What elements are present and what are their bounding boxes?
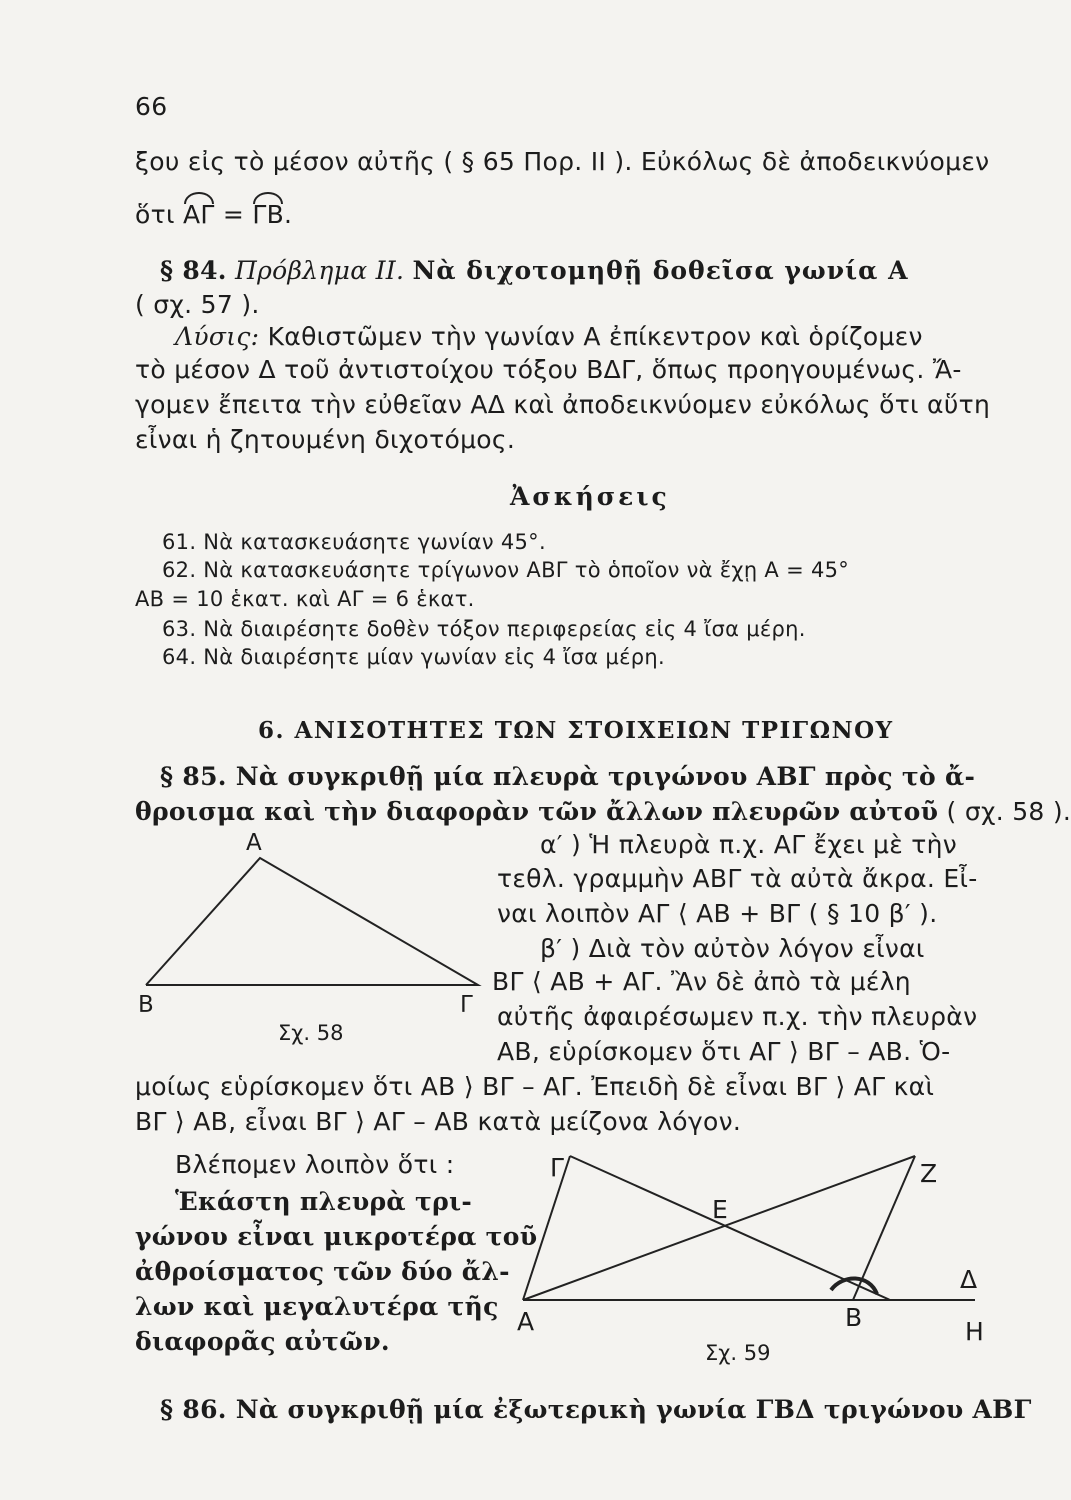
figure-59 xyxy=(505,1140,1015,1380)
exercises-heading: Ἀσκήσεις xyxy=(510,482,670,511)
s84-kind: Πρόβλημα ΙΙ. xyxy=(235,256,405,285)
s85-full-2: ΒΓ ⟩ ΑΒ, εἶναι ΒΓ ⟩ ΑΓ – ΑΒ κατὰ μείζονα λόγον. xyxy=(135,1107,742,1136)
fig58-label-b: Β xyxy=(138,992,154,1018)
intro-end: . xyxy=(284,200,293,229)
arc-ag: ΑΓ xyxy=(182,200,215,229)
rule-line-2: γώνου εἶναι μικροτέρα τοῦ xyxy=(135,1222,538,1251)
fig59-caption: Σχ. 59 xyxy=(705,1341,771,1365)
solution-label: Λύσις: xyxy=(175,322,260,351)
fig59-label-e: Ε xyxy=(712,1195,728,1224)
s85-title-1: § 85. Νὰ συγκριθῇ μία πλευρὰ τριγώνου ΑΒΓ πρὸς τὸ ἄ- xyxy=(160,762,976,791)
s84-line-2: ( σχ. 57 ). xyxy=(135,290,260,319)
segment-gd xyxy=(570,1156,890,1300)
fig59-label-z: Ζ xyxy=(920,1159,938,1188)
s85-full-1: μοίως εὑρίσκομεν ὅτι ΑΒ ⟩ ΒΓ – ΑΓ. Ἐπειδὴ δὲ εἶναι ΒΓ ⟩ ΑΓ καὶ xyxy=(135,1072,935,1101)
rule-line-4: λων καὶ μεγαλυτέρα τῆς xyxy=(135,1292,499,1321)
s85-title-bold: θροισμα καὶ τὴν διαφορὰν τῶν ἄλλων πλευρῶν αὐτοῦ xyxy=(135,797,939,826)
solution-text-1: Καθιστῶμεν τὴν γωνίαν Α ἐπίκεντρον καὶ ὁρίζομεν xyxy=(267,322,923,351)
fig58-label-c: Γ xyxy=(460,992,473,1018)
figure-58 xyxy=(130,830,500,1060)
rule-line-3: ἀθροίσματος τῶν δύο ἄλ- xyxy=(135,1257,510,1286)
s85-right-6: αὐτῆς ἀφαιρέσωμεν π.χ. τὴν πλευρὰν xyxy=(497,1002,978,1031)
s85-right-2: τεθλ. γραμμὴν ΑΒΓ τὰ αὐτὰ ἄκρα. Εἶ- xyxy=(497,864,978,893)
fig59-label-d: Δ xyxy=(960,1265,978,1294)
s84-solution-1 xyxy=(175,322,923,351)
s86-title: § 86. Νὰ συγκριθῇ μία ἐξωτερικὴ γωνία ΓΒΔ τριγώνου ΑΒΓ xyxy=(160,1395,1032,1424)
exercise-61: 61. Νὰ κατασκευάσητε γωνίαν 45°. xyxy=(162,530,546,554)
triangle-abc xyxy=(146,858,478,985)
intro-equals: = xyxy=(214,200,253,229)
fig59-label-g: Γ xyxy=(550,1153,564,1182)
arc-gb: ΓΒ xyxy=(252,200,285,229)
s85-right-3: ναι λοιπὸν ΑΓ ⟨ ΑΒ + ΒΓ ( § 10 β′ ). xyxy=(497,899,938,928)
conclusion-intro: Βλέπομεν λοιπὸν ὅτι : xyxy=(175,1150,455,1179)
intro-line-1: ξου εἰς τὸ μέσον αὐτῆς ( § 65 Πορ. ΙΙ ). Εὐκόλως δὲ ἀποδεικνύομεν xyxy=(135,147,990,176)
exercise-64: 64. Νὰ διαιρέσητε μίαν γωνίαν εἰς 4 ἴσα μέρη. xyxy=(162,645,665,669)
fig59-label-a: Α xyxy=(517,1307,535,1336)
fig59-label-b: Β xyxy=(845,1303,863,1332)
s84-title: Νὰ διχοτομηθῇ δοθεῖσα γωνία Α xyxy=(412,256,909,285)
exercise-62-cont: ΑΒ = 10 ἑκατ. καὶ ΑΓ = 6 ἑκατ. xyxy=(135,587,475,611)
fig58-label-a: Α xyxy=(246,830,262,856)
page-number: 66 xyxy=(135,92,168,121)
rule-line-1: Ἑκάστη πλευρὰ τρι- xyxy=(175,1187,473,1216)
s85-right-4: β′ ) Διὰ τὸν αὐτὸν λόγον εἶναι xyxy=(540,934,925,963)
s84-solution-3: γομεν ἔπειτα τὴν εὐθεῖαν ΑΔ καὶ ἀποδεικνύομεν εὐκόλως ὅτι αὕτη xyxy=(135,390,991,419)
s85-right-7: ΑΒ, εὑρίσκομεν ὅτι ΑΓ ⟩ ΒΓ – ΑΒ. Ὁ- xyxy=(497,1037,951,1066)
s85-title-2 xyxy=(135,797,1071,826)
s85-right-5: ΒΓ ⟨ ΑΒ + ΑΓ. Ἂν δὲ ἀπὸ τὰ μέλη xyxy=(492,967,911,996)
s85-right-1: α′ ) Ἡ πλευρὰ π.χ. ΑΓ ἔχει μὲ τὴν xyxy=(540,830,958,859)
chapter-title: 6. ΑΝΙΣΟΤΗΤΕΣ ΤΩΝ ΣΤΟΙΧΕΙΩΝ ΤΡΙΓΩΝΟΥ xyxy=(258,717,894,744)
s84-heading xyxy=(160,256,908,285)
s84-solution-2: τὸ μέσον Δ τοῦ ἀντιστοίχου τόξου ΒΔΓ, ὅπως προηγουμένως. Ἄ- xyxy=(135,355,962,384)
fig58-caption: Σχ. 58 xyxy=(278,1021,344,1045)
s84-solution-4: εἶναι ἡ ζητουμένη διχοτόμος. xyxy=(135,425,516,454)
exercise-63: 63. Νὰ διαιρέσητε δοθὲν τόξον περιφερείας εἰς 4 ἴσα μέρη. xyxy=(162,617,806,641)
intro-line-2 xyxy=(135,200,292,229)
rule-line-5: διαφορᾶς αὐτῶν. xyxy=(135,1327,390,1356)
intro-prefix: ὅτι xyxy=(135,200,183,229)
s85-title-ref: ( σχ. 58 ). xyxy=(938,797,1071,826)
fig59-label-h: Η xyxy=(965,1317,984,1346)
exercise-62: 62. Νὰ κατασκευάσητε τρίγωνον ΑΒΓ τὸ ὁποῖον νὰ ἔχῃ Α = 45° xyxy=(162,558,850,582)
s84-number: § 84. xyxy=(160,256,227,285)
